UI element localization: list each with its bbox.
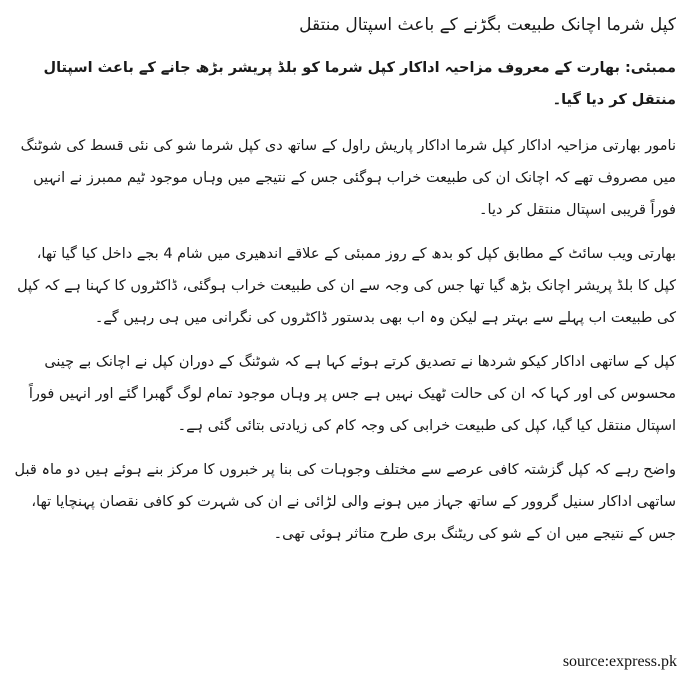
article-paragraph-4: واضح رہے کہ کپل گزشتہ کافی عرصے سے مختلف وجوہات کی بنا پر خبروں کا مرکز بنے ہوئے ہیں دو ماہ قبل ساتھی اداکار سنیل گروور کے ساتھ جہاز میں ہونے والی لڑائی نے ان کی شہرت کو کافی نقصان پہنچایا تھا، جس کے نتیجے میں ان کے شو کی ریٹنگ بری طرح متاثر ہوئی تھی۔: [14, 462, 676, 542]
article: [12, 0, 676, 550]
article-lead: ممبئی: بھارت کے معروف مزاحیہ اداکار کپل شرما کو بلڈ پریشر بڑھ جانے کے باعث اسپتال منتقل کر دیا گیا۔: [43, 60, 676, 108]
article-paragraph-2: بھارتی ویب سائٹ کے مطابق کپل کو بدھ کے روز ممبئی کے علاقے اندھیری میں شام 4 بجے داخل کیا گیا تھا، کپل کا بلڈ پریشر اچانک بڑھ گیا تھا جس کی وجہ سے ان کی طبیعت خراب ہوگئی، ڈاکٹروں کا کہنا ہے کہ کپل کی طبیعت اب پہلے سے بہتر ہے لیکن وہ اب بھی بدستور ڈاکٹروں کی نگرانی میں ہی رہیں گے۔: [17, 246, 676, 326]
article-title: کپل شرما اچانک طبیعت بگڑنے کے باعث اسپتال منتقل: [299, 15, 676, 35]
source-credit: source:express.pk: [562, 653, 677, 670]
article-paragraph-1: نامور بھارتی مزاحیہ اداکار کپل شرما اداکار پاریش راول کے ساتھ دی کپل شرما شو کی نئی قسط کی شوٹنگ میں مصروف تھے کہ اچانک ان کی طبیعت خراب ہوگئی جس کے نتیجے میں وہاں موجود ٹیم ممبرز نے انہیں فوراً قریبی اسپتال منتقل کر دیا۔: [20, 138, 676, 218]
article-paragraph-3: کپل کے ساتھی اداکار کیکو شردھا نے تصدیق کرتے ہوئے کہا ہے کہ شوٹنگ کے دوران کپل نے اچانک بے چینی محسوس کی اور کہا کہ ان کی حالت ٹھیک نہیں ہے جس پر وہاں موجود تمام لوگ گھبرا گئے اور انہیں فوراً اسپتال منتقل کیا گیا، کپل کی طبیعت خرابی کی وجہ کام کی زیادتی بتائی گئی ہے۔: [28, 354, 676, 434]
